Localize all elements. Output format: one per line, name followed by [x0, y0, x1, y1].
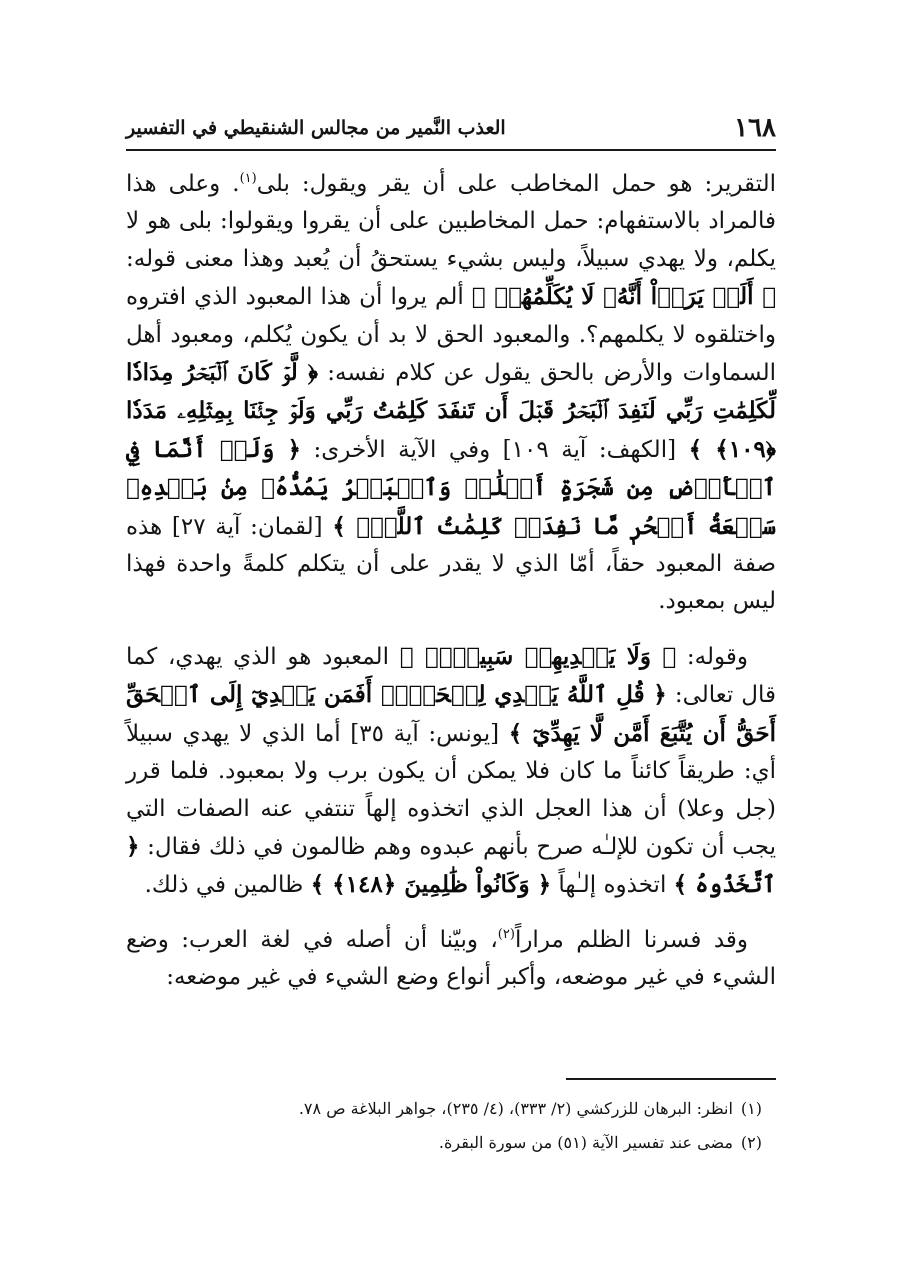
- quran-verse: ﴿ وَكَانُواْ ظَٰلِمِينَ ﴿١٤٨﴾ ﴾: [310, 871, 552, 899]
- footnote-rule: [566, 1078, 776, 1080]
- quran-verse: ﴿ قُلِ ٱللَّهُ يَهۡدِي لِلۡحَقِّۗ أَفَمَن يَهۡدِيٓ إِلَى ٱلۡحَقِّ أَحَقُّ أَن يُتَّبَعَ أَمَّن لَّا يَهِدِّيٓ ﴾: [126, 681, 776, 747]
- text-run: . وعلى هذا فالمراد بالاستفهام: حمل المخاطبين على أن يقروا ويقولوا: بلى هو لا يكلم، ولا يهدي سبيلاً، وليس بشيء يستحقُ أن يُعبد وهذا معنى قوله:: [126, 171, 776, 272]
- paragraph: [126, 638, 776, 905]
- text-run: [يونس: آية ٣٥] أما الذي لا يهدي سبيلاً أي: طريقاً كائناً ما كان فلا يمكن أن يكون برب ولا بمعبود. فلما قرر (جل وعلا) أن هذا العجل الذي اتخذوه إلهاً تنتفي عنه الصفات التي يجب أن تكون للإلـٰه صرح بأنهم عبدوه وهم ظالمون في ذلك فقال:: [126, 720, 776, 860]
- page-header: [126, 108, 776, 148]
- page-number: ١٦٨: [734, 113, 776, 143]
- text-run: ألم يروا أن هذا المعبود الذي افتروه واختلقوه لا يكلمهم؟. والمعبود الحق لا بد أن يكون يُكلم، ومعبود أهل السماوات والأرض بالحق يقول عن كلام نفسه:: [126, 284, 776, 387]
- quran-verse: ﴿ وَلَوۡ أَنَّمَا فِي ٱلۡأَرۡضِ مِن شَجَرَةٍ أَقۡلَٰمٞ وَٱلۡبَحۡرُ يَمُدُّهُۥ مِنۢ بَعۡدِهِۦ سَبۡعَةُ أَبۡحُرٖ مَّا نَفِدَتۡ كَلِمَٰتُ ٱللَّهِۚ ﴾: [126, 435, 776, 540]
- quran-verse: ﴿ ٱتَّخَذُوهُ ﴾: [126, 832, 776, 899]
- text-run: ظالمين في ذلك.: [144, 872, 311, 899]
- footnote-number: (٢): [740, 1133, 762, 1152]
- quran-verse: ﴿ لَّوۡ كَانَ ٱلۡبَحۡرُ مِدَادٗا لِّكَلِمَٰتِ رَبِّي لَنَفِدَ ٱلۡبَحۡرُ قَبۡلَ أَن تَنفَدَ كَلِمَٰتُ رَبِّي وَلَوۡ جِئۡنَا بِمِثۡلِهِۦ مَدَدٗا ﴿١٠٩﴾ ﴾: [126, 359, 776, 463]
- quran-verse: ﴿ أَلَمۡ يَرَوۡاْ أَنَّهُۥ لَا يُكَلِّمُهُمۡ ﴾: [471, 283, 776, 311]
- paragraph: [126, 922, 776, 997]
- text-run: [الكهف: آية ١٠٩] وفي الآية الأخرى:: [301, 436, 689, 463]
- footnote-number: (١): [740, 1099, 762, 1118]
- text-run: التقرير: هو حمل المخاطب على أن يقر ويقول: بلى: [256, 171, 777, 197]
- footnotes: [126, 1092, 776, 1160]
- footnote-marker: (١): [239, 171, 257, 186]
- text-run: ، وبيّنا أن أصله في لغة العرب: وضع الشيء في غير موضعه، وأكبر أنواع وضع الشيء في غير موضعه:: [126, 926, 776, 991]
- text-run: [لقمان: آية ٢٧] هذه صفة المعبود حقاً، أمّا الذي لا يقدر على أن يتكلم كلمةً واحدة فهذا ليس بمعبود.: [126, 513, 776, 615]
- footnote-text: مضى عند تفسير الآية (٥١) من سورة البقرة.: [438, 1133, 733, 1152]
- text-run: المعبود هو الذي يهدي، كما قال تعالى:: [126, 643, 776, 709]
- main-text: [126, 166, 776, 997]
- footnote-text: انظر: البرهان للزركشي (٢/ ٣٣٣)، (٤/ ٢٣٥)، جواهر البلاغة ص ٧٨.: [298, 1099, 733, 1118]
- footnote-marker: (٢): [497, 926, 515, 942]
- header-rule: [126, 149, 776, 151]
- text-run: وقوله:: [676, 643, 749, 670]
- footnote: [126, 1126, 776, 1160]
- paragraph: [126, 166, 776, 621]
- text-run: اتخذوه إلـٰهاً: [551, 872, 674, 899]
- footnote: [126, 1092, 776, 1126]
- quran-verse: ﴿ وَلَا يَهۡدِيهِمۡ سَبِيلًاۘ ﴾: [399, 642, 677, 670]
- text-run: وقد فسرنا الظلم مراراً: [514, 926, 748, 953]
- running-title: العذب النَّمير من مجالس الشنقيطي في التفسير: [126, 117, 506, 139]
